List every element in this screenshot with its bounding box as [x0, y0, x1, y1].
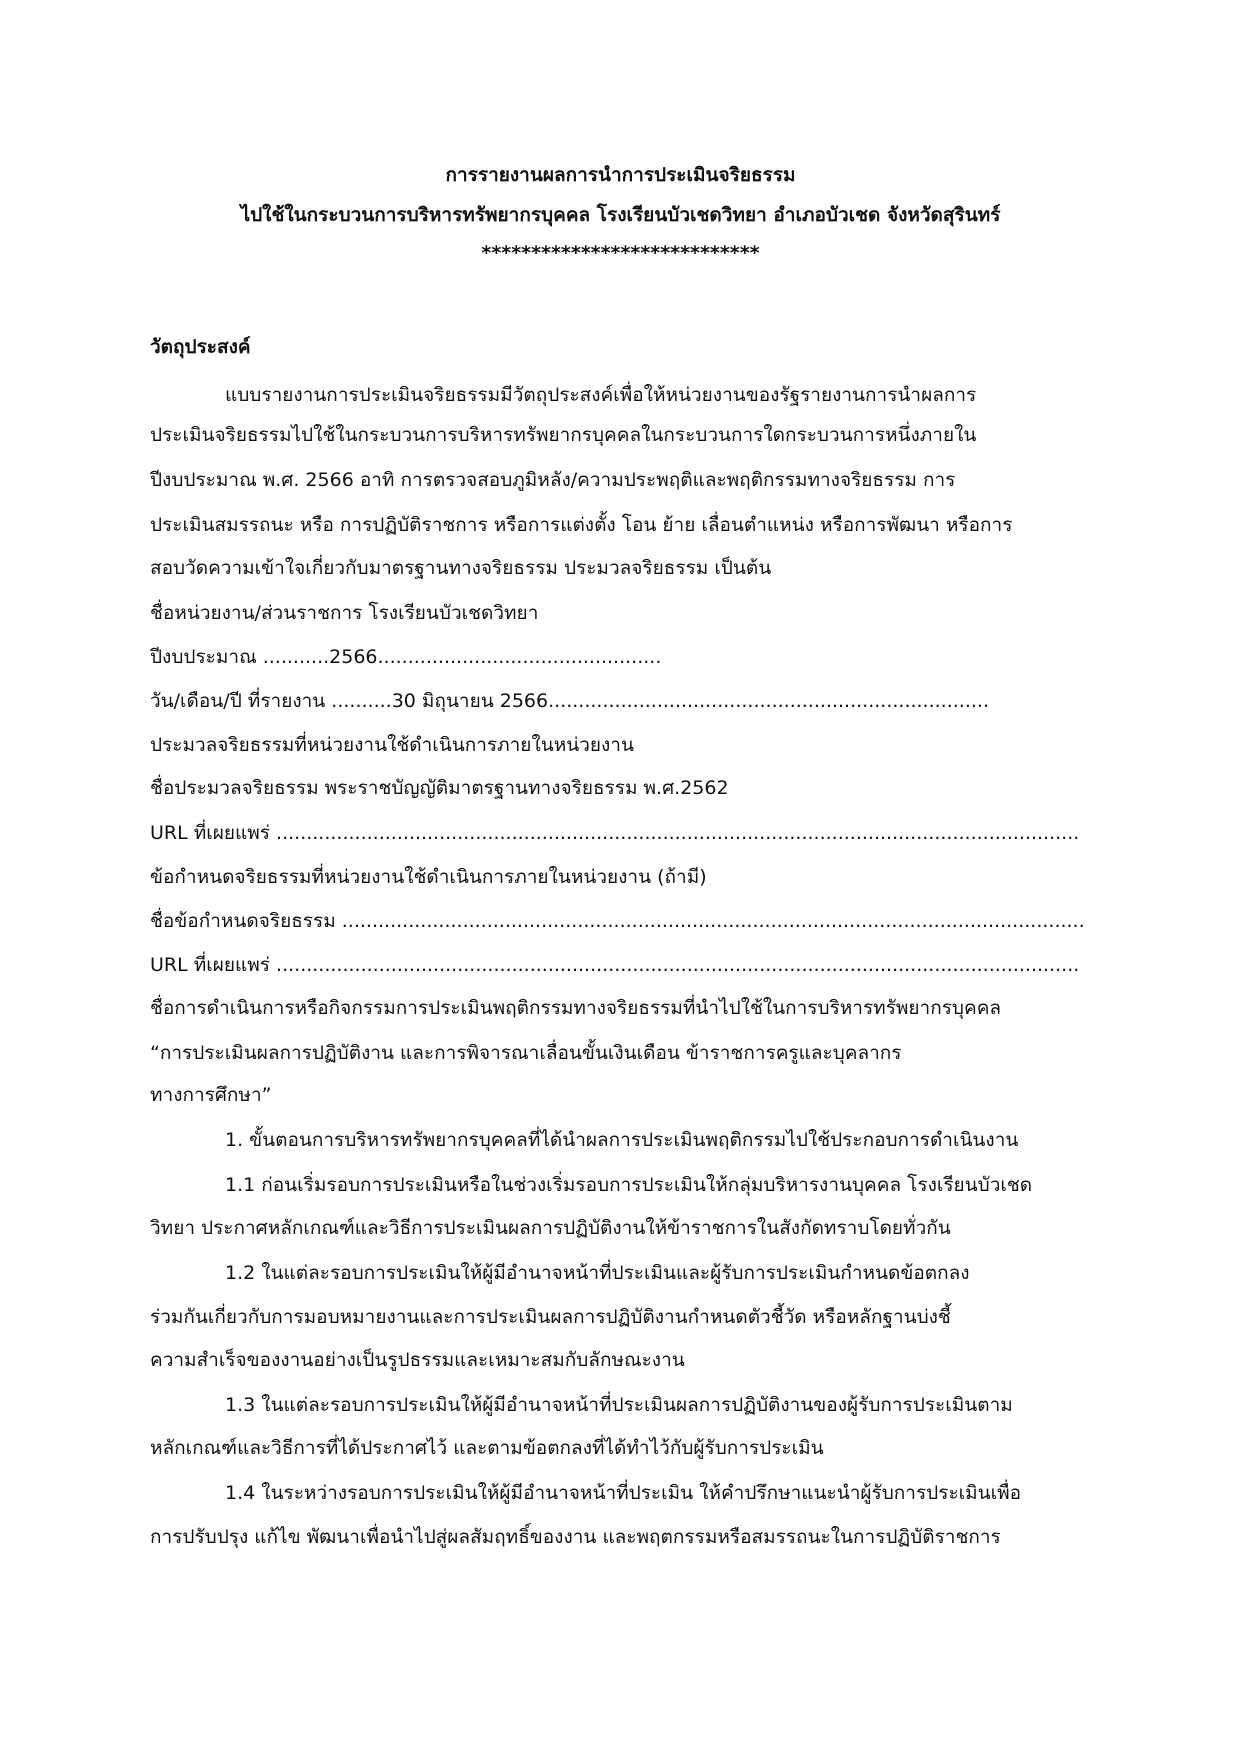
- agency-name: ชื่อหน่วยงาน/ส่วนราชการ โรงเรียนบัวเชดวิทยา: [150, 602, 539, 624]
- step-1-2-continued: ความสำเร็จของงานอย่างเป็นรูปธรรมและเหมาะสมกับลักษณะงาน: [150, 1349, 685, 1371]
- document-title-line-2: ไปใช้ในกระบวนการบริหารทรัพยากรบุคคล โรงเรียนบัวเชดวิทยา อำเภอบัวเชด จังหวัดสุรินทร์: [240, 204, 1001, 226]
- paragraph-line: ประเมินสมรรถนะ หรือ การปฏิบัติราชการ หรือการแต่งตั้ง โอน ย้าย เลื่อนตำแหน่ง หรือการพัฒนา หรือการ: [150, 514, 1013, 536]
- step-1-3: 1.3 ในแต่ละรอบการประเมินให้ผู้มีอำนาจหน้าที่ประเมินผลการปฏิบัติงานของผู้รับการประเมินตาม: [225, 1394, 1013, 1416]
- title-separator: ****************************: [481, 242, 760, 264]
- step-1-2: 1.2 ในแต่ละรอบการประเมินให้ผู้มีอำนาจหน้าที่ประเมินและผู้รับการประเมินกำหนดข้อตกลง: [225, 1262, 970, 1284]
- ethics-rules-name: ชื่อข้อกำหนดจริยธรรม ...........................................................................................................................: [150, 910, 1085, 932]
- step-1-1-continued: วิทยา ประกาศหลักเกณฑ์และวิธีการประเมินผลการปฏิบัติงานให้ข้าราชการในสังกัดทราบโดยทั่วกัน: [150, 1217, 951, 1239]
- step-1-4-continued: การปรับปรุง แก้ไข พัฒนาเพื่อนำไปสู่ผลสัมฤทธิ์ของงาน และพฤตกรรมหรือสมรรถนะในการปฏิบัติราชการ: [150, 1526, 1001, 1548]
- paragraph-line: ปีงบประมาณ พ.ศ. 2566 อาทิ การตรวจสอบภูมิหลัง/ความประพฤติและพฤติกรรมทางจริยธรรม การ: [150, 469, 956, 491]
- paragraph-line: สอบวัดความเข้าใจเกี่ยวกับมาตรฐานทางจริยธรรม ประมวลจริยธรรม เป็นต้น: [150, 557, 772, 579]
- step-1-4: 1.4 ในระหว่างรอบการประเมินให้ผู้มีอำนาจหน้าที่ประเมิน ให้คำปรึกษาแนะนำผู้รับการประเมินเพื่อ: [225, 1482, 1022, 1504]
- step-1: 1. ขั้นตอนการบริหารทรัพยากรบุคคลที่ได้นำผลการประเมินพฤติกรรมไปใช้ประกอบการดำเนินงาน: [225, 1129, 1019, 1151]
- activity-name: “การประเมินผลการปฏิบัติงาน และการพิจารณาเลื่อนขั้นเงินเดือน ข้าราชการครูและบุคลากร: [150, 1042, 902, 1064]
- fiscal-year: ปีงบประมาณ ...........2566...............................................: [150, 646, 662, 668]
- ethics-code-heading: ประมวลจริยธรรมที่หน่วยงานใช้ดำเนินการภายในหน่วยงาน: [150, 734, 634, 756]
- activity-name-continued: ทางการศึกษา”: [150, 1084, 272, 1106]
- objective-heading: วัตถุประสงค์: [150, 336, 251, 358]
- ethics-rules-url: URL ที่เผยแพร่ .....................................................................................................................................: [150, 954, 1080, 976]
- activity-heading: ชื่อการดำเนินการหรือกิจกรรมการประเมินพฤติกรรมทางจริยธรรมที่นำไปใช้ในการบริหารทรัพยากรบุคคล: [150, 997, 1002, 1019]
- ethics-code-url: URL ที่เผยแพร่ .....................................................................................................................................: [150, 822, 1080, 844]
- step-1-3-continued: หลักเกณฑ์และวิธีการที่ได้ประกาศไว้ และตามข้อตกลงที่ได้ทำไว้กับผู้รับการประเมิน: [150, 1437, 824, 1459]
- ethics-rules-heading: ข้อกำหนดจริยธรรมที่หน่วยงานใช้ดำเนินการภายในหน่วยงาน (ถ้ามี): [150, 866, 707, 888]
- paragraph-line: แบบรายงานการประเมินจริยธรรมมีวัตถุประสงค์เพื่อให้หน่วยงานของรัฐรายงานการนำผลการ: [225, 384, 977, 406]
- report-date: วัน/เดือน/ปี ที่รายงาน ..........30 มิถุนายน 2566.........................................................................: [150, 690, 989, 712]
- ethics-code-name: ชื่อประมวลจริยธรรม พระราชบัญญัติมาตรฐานทางจริยธรรม พ.ศ.2562: [150, 777, 729, 799]
- step-1-2-continued: ร่วมกันเกี่ยวกับการมอบหมายงานและการประเมินผลการปฏิบัติงานกำหนดตัวชี้วัด หรือหลักฐานบ่งชี้: [150, 1306, 951, 1328]
- step-1-1: 1.1 ก่อนเริ่มรอบการประเมินหรือในช่วงเริ่มรอบการประเมินให้กลุ่มบริหารงานบุคคล โรงเรียนบัวเชด: [225, 1174, 1033, 1196]
- document-title-line-1: การรายงานผลการนำการประเมินจริยธรรม: [445, 164, 796, 186]
- paragraph-line: ประเมินจริยธรรมไปใช้ในกระบวนการบริหารทรัพยากรบุคคลในกระบวนการใดกระบวนการหนึ่งภายใน: [150, 424, 977, 446]
